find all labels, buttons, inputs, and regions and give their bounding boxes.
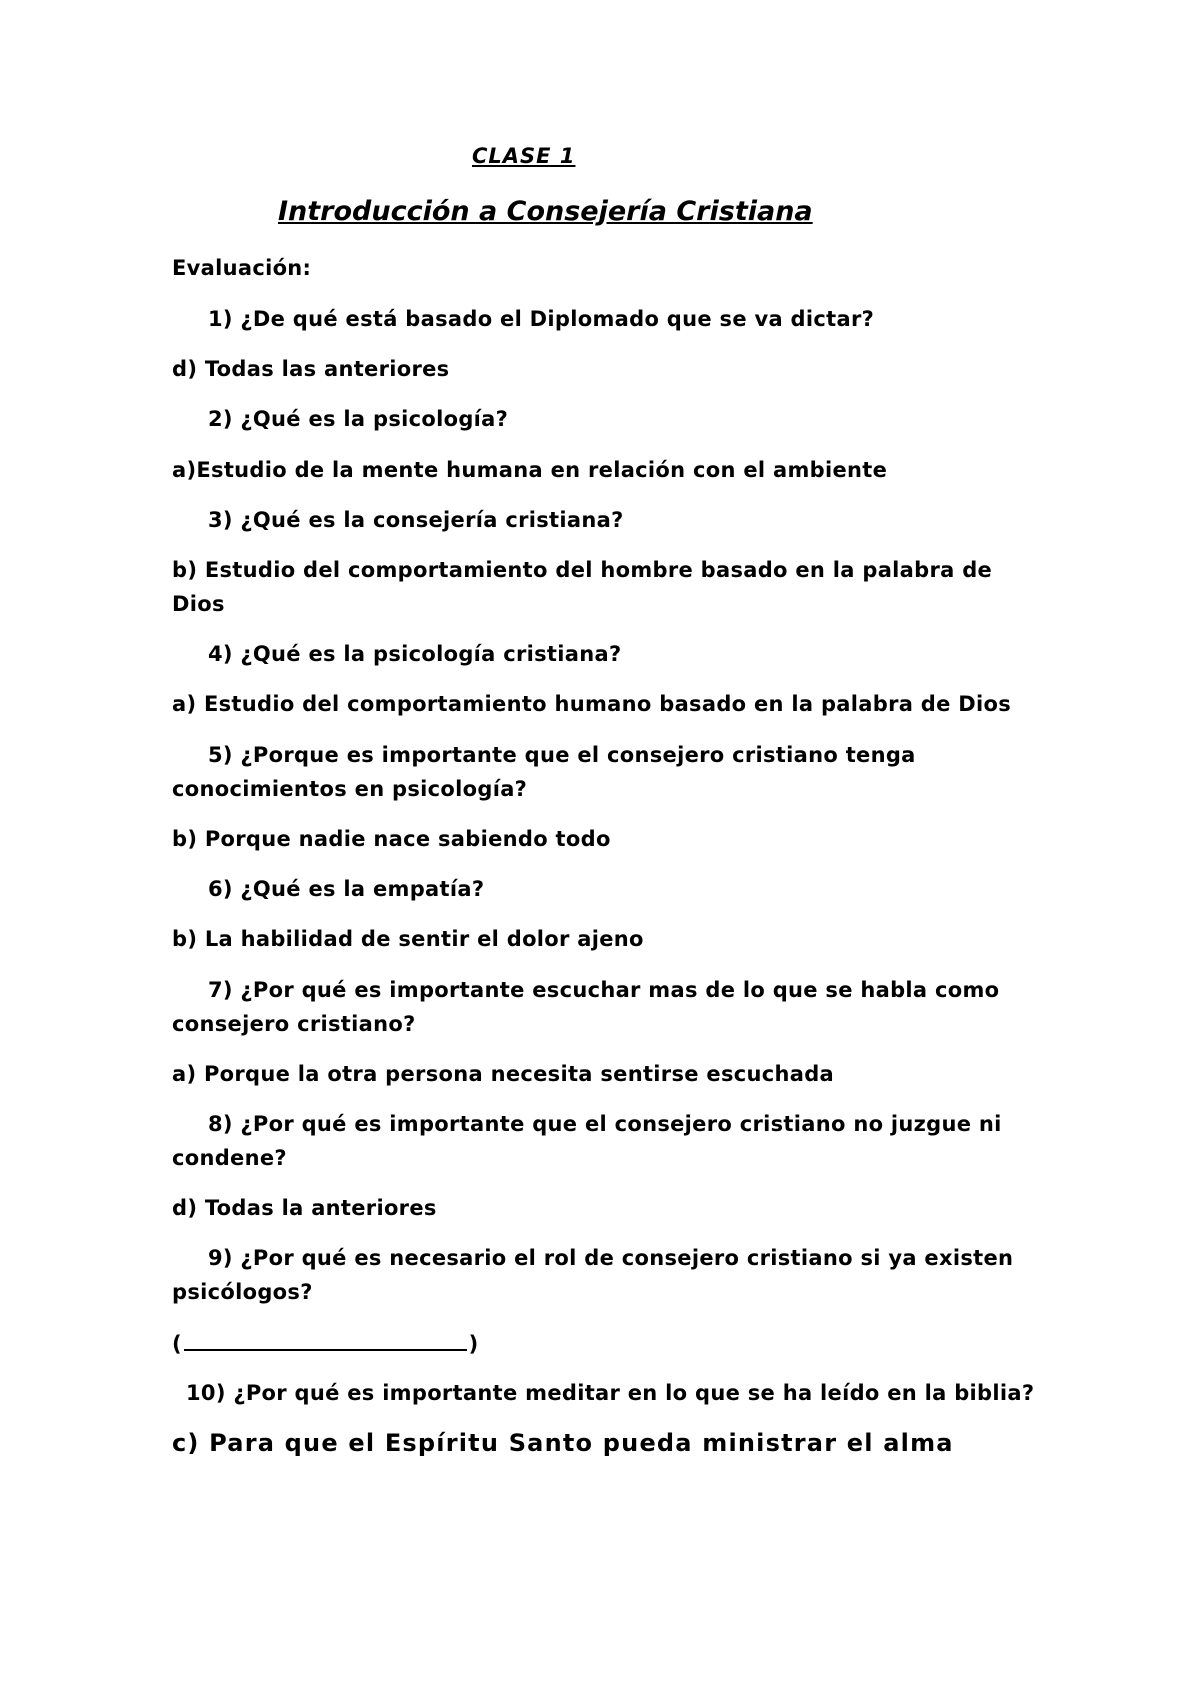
- question-8-line-1: 8) ¿Por qué es importante que el consejero cristiano no juzgue ni: [208, 1112, 1002, 1136]
- answer-2: a)Estudio de la mente humana en relación con el ambiente: [172, 458, 888, 482]
- answer-9-open-paren: (: [172, 1332, 182, 1356]
- answer-8: d) Todas la anteriores: [172, 1196, 437, 1220]
- question-5-line-1: 5) ¿Porque es importante que el consejero cristiano tenga: [208, 743, 916, 767]
- question-7-line-2: consejero cristiano?: [172, 1012, 416, 1036]
- question-3: 3) ¿Qué es la consejería cristiana?: [208, 508, 624, 532]
- answer-6: b) La habilidad de sentir el dolor ajeno: [172, 927, 644, 951]
- page-title: Introducción a Consejería Cristiana: [278, 196, 813, 227]
- class-label: CLASE 1: [472, 144, 576, 168]
- question-1: 1) ¿De qué está basado el Diplomado que se va dictar?: [208, 307, 875, 331]
- section-label: Evaluación:: [172, 256, 312, 280]
- answer-9-close-paren: ): [468, 1332, 479, 1356]
- answer-1: d) Todas las anteriores: [172, 357, 450, 381]
- question-2: 2) ¿Qué es la psicología?: [208, 407, 509, 431]
- answer-7: a) Porque la otra persona necesita sentirse escuchada: [172, 1062, 835, 1086]
- question-9-line-2: psicólogos?: [172, 1280, 313, 1304]
- answer-9-blank-line: [184, 1325, 467, 1351]
- question-7-line-1: 7) ¿Por qué es importante escuchar mas de lo que se habla como: [208, 978, 1000, 1002]
- question-10: 10) ¿Por qué es importante meditar en lo que se ha leído en la biblia?: [186, 1381, 1035, 1405]
- answer-9-blank: [172, 1325, 478, 1361]
- answer-3-line-2: Dios: [172, 592, 225, 616]
- answer-4: a) Estudio del comportamiento humano basado en la palabra de Dios: [172, 692, 1012, 716]
- answer-5: b) Porque nadie nace sabiendo todo: [172, 827, 611, 851]
- question-5-line-2: conocimientos en psicología?: [172, 777, 528, 801]
- question-8-line-2: condene?: [172, 1146, 287, 1170]
- question-4: 4) ¿Qué es la psicología cristiana?: [208, 642, 622, 666]
- question-6: 6) ¿Qué es la empatía?: [208, 877, 485, 901]
- answer-3-line-1: b) Estudio del comportamiento del hombre basado en la palabra de: [172, 558, 993, 582]
- question-9-line-1: 9) ¿Por qué es necesario el rol de consejero cristiano si ya existen: [208, 1246, 1014, 1270]
- answer-10: c) Para que el Espíritu Santo pueda ministrar el alma: [172, 1429, 954, 1457]
